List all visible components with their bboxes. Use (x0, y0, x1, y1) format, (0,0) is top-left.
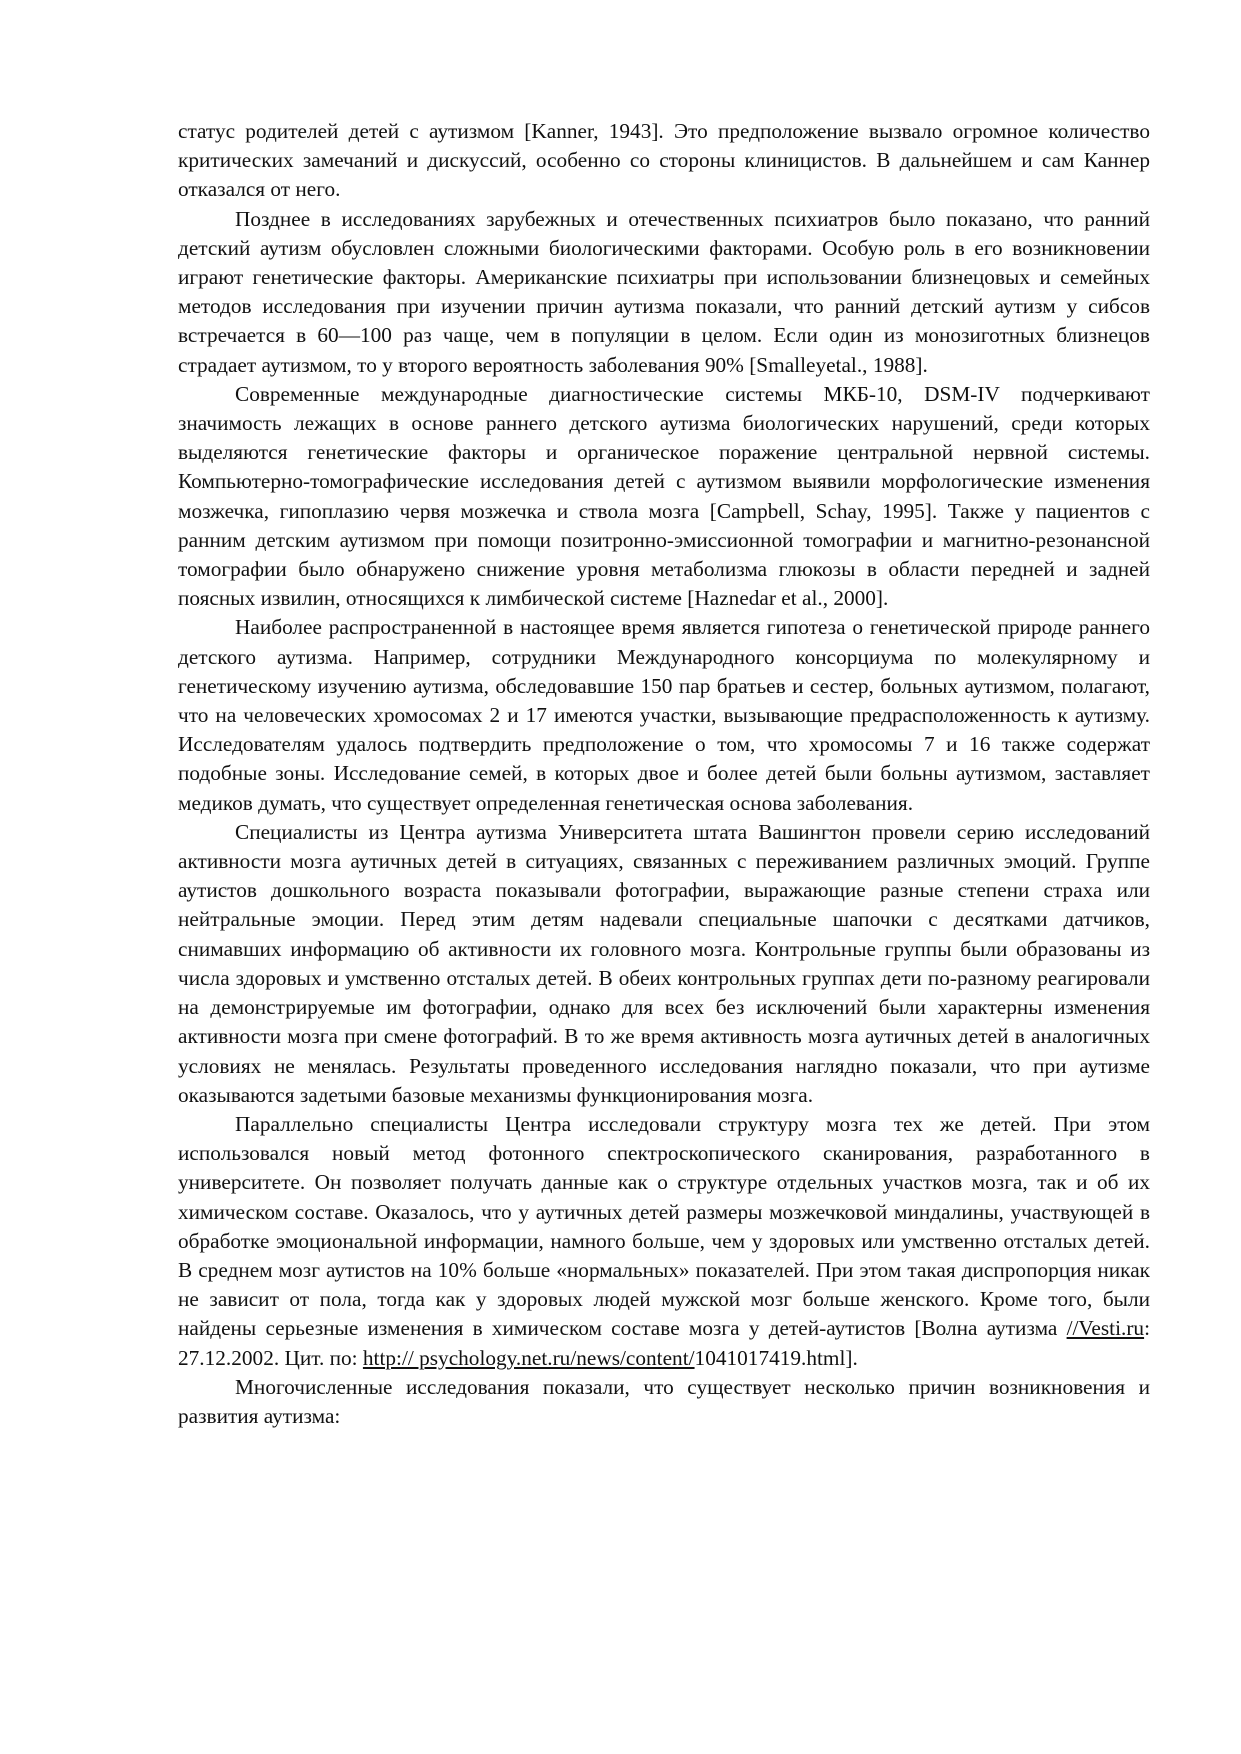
paragraph-kanner-hypothesis: статус родителей детей с аутизмом [Kanner, 1943]. Это предположение вызвало огромное количество критических замечаний и дискуссий, особенно со стороны клиницистов. В дальнейшем и сам Каннер отказался от него. (178, 119, 1150, 202)
document-body (178, 117, 1150, 1431)
paragraph-genetic-factors: Позднее в исследованиях зарубежных и отечественных психиатров было показано, что ранний детский аутизм обусловлен сложными биологическими факторами. Особую роль в его возникновении играют генетические факторы. Американские психиатры при использовании близнецовых и семейных методов исследования при изучении причин аутизма показали, что ранний детский аутизм у сибсов встречается в 60—100 раз чаще, чем в популяции в целом. Если один из монозиготных близнецов страдает аутизмом, то у второго вероятность заболевания 90% [Smalleyetal., 1988]. (178, 206, 1150, 377)
paragraph-diagnostic-systems: Современные международные диагностические системы МКБ-10, DSM-IV подчеркивают значимость лежащих в основе раннего детского аутизма биологических нарушений, среди которых выделяются генетические факторы и органическое поражение центральной нервной системы. Компьютерно-томографические исследования детей с аутизмом выявили морфологические изменения мозжечка, гипоплазию червя мозжечка и ствола мозга [Campbell, Schay, 1995]. Также у пациентов с ранним детским аутизмом при помощи позитронно-эмиссионной томографии и магнитно-резонансной томографии было обнаружено снижение уровня метаболизма глюкозы в области передней и задней поясных извилин, относящихся к лимбической системе [Haznedar et al., 2000]. (178, 381, 1150, 611)
paragraph-washington-study: Специалисты из Центра аутизма Университета штата Вашингтон провели серию исследований активности мозга аутичных детей в ситуациях, связанных с переживанием различных эмоций. Группе аутистов дошкольного возраста показывали фотографии, выражающие разные степени страха или нейтральные эмоции. Перед этим детям надевали специальные шапочки с десятками датчиков, снимавших информацию об активности их головного мозга. Контрольные группы были образованы из числа здоровых и умственно отсталых детей. В обеих контрольных группах дети по-разному реагировали на демонстрируемые им фотографии, однако для всех без исключений были характерны изменения активности мозга при смене фотографий. В то же время активность мозга аутичных детей в аналогичных условиях не менялась. Результаты проведенного исследования наглядно показали, что при аутизме оказываются задетыми базовые механизмы функционирования мозга. (178, 819, 1150, 1107)
paragraph-brain-structure (178, 1110, 1150, 1373)
paragraph-genetic-hypothesis: Наиболее распространенной в настоящее время является гипотеза о генетической природе раннего детского аутизма. Например, сотрудники Международного консорциума по молекулярному и генетическому изучению аутизма, обследовавшие 150 пар братьев и сестер, больных аутизмом, полагают, что на человеческих хромосомах 2 и 17 имеются участки, вызывающие предрасположенность к аутизму. Исследователям удалось подтвердить предположение о том, что хромосомы 7 и 16 также содержат подобные зоны. Исследование семей, в которых двое и более детей были больны аутизмом, заставляет медиков думать, что существует определенная генетическая основа заболевания. (178, 615, 1150, 815)
paragraph-causes-intro: Многочисленные исследования показали, что существует несколько причин возникновения и развития аутизма: (178, 1374, 1150, 1428)
citation-end-text: 1041017419.html]. (694, 1345, 858, 1370)
vesti-link[interactable]: //Vesti.ru (1066, 1316, 1145, 1341)
psychology-net-link[interactable]: http:// psychology.net.ru/news/content/ (362, 1345, 695, 1370)
brain-structure-text: Параллельно специалисты Центра исследовали структуру мозга тех же детей. При этом использовался новый метод фотонного спектроскопического сканирования, разработанного в университете. Он позволяет получать данные как о структуре отдельных участков мозга, так и об их химическом составе. Оказалось, что у аутичных детей размеры мозжечковой миндалины, участвующей в обработке эмоциональной информации, намного больше, чем у здоровых или умственно отсталых детей. В среднем мозг аутистов на 10% больше «нормальных» показателей. При этом такая диспропорция никак не зависит от пола, тогда как у здоровых людей мужской мозг больше женского. Кроме того, были найдены серьезные изменения в химическом составе мозга у детей-аутистов [Волна аутизма (178, 1111, 1150, 1341)
citation-date-text: : 27.12.2002. Цит. по: (178, 1316, 1150, 1370)
